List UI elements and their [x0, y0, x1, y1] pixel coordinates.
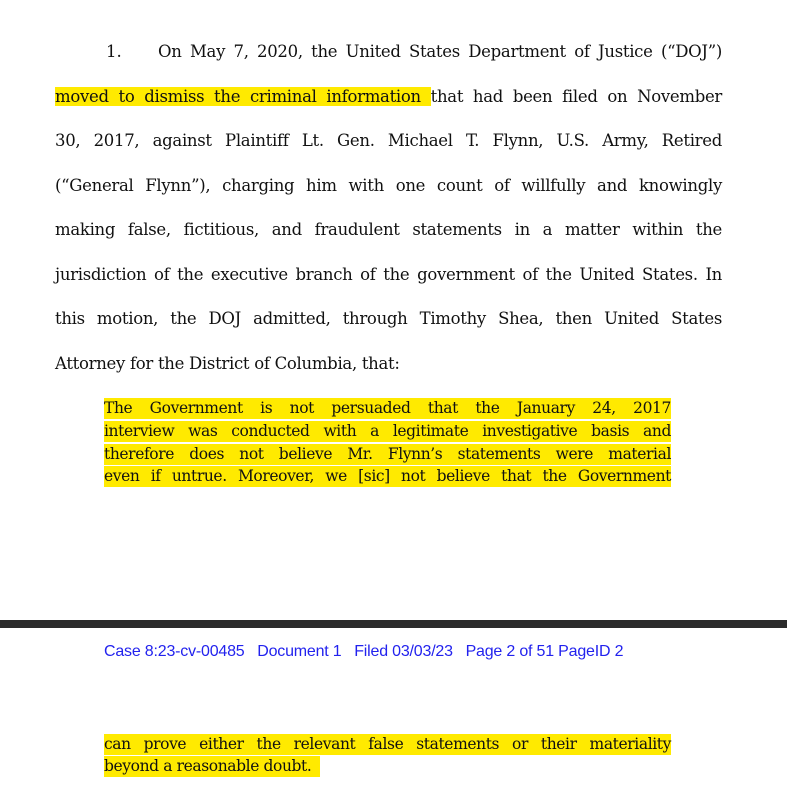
highlighted-text: moved to dismiss the criminal information [55, 87, 431, 106]
block-quote-line: therefore does not believe Mr. Flynn’s statements were material [104, 445, 671, 463]
paragraph-line: jurisdiction of the executive branch of the government of the United States. In [55, 265, 722, 284]
paragraph-line: this motion, the DOJ admitted, through Timothy Shea, then United States [55, 309, 722, 328]
paragraph-line: 30, 2017, against Plaintiff Lt. Gen. Michael T. Flynn, U.S. Army, Retired [55, 131, 722, 150]
block-quote-line: can prove either the relevant false statements or their materiality [104, 735, 671, 753]
block-quote-line: beyond a reasonable doubt. [104, 757, 321, 775]
block-quote-line: interview was conducted with a legitimate investigative basis and [104, 422, 671, 440]
paragraph-line [55, 86, 722, 108]
paragraph-line: making false, fictitious, and fraudulent statements in a matter within the [55, 220, 722, 239]
page-break-bar [0, 620, 787, 628]
page-header: Case 8:23-cv-00485 Document 1 Filed 03/03/23 Page 2 of 51 PageID 2 [104, 643, 624, 660]
block-quote-line: even if untrue. Moreover, we [sic] not believe that the Government [104, 467, 671, 485]
paragraph-text: that had been filed on November [430, 87, 723, 106]
paragraph-line: Attorney for the District of Columbia, that: [55, 354, 400, 373]
paragraph-line: On May 7, 2020, the United States Department of Justice (“DOJ”) [158, 42, 722, 61]
block-quote-line: The Government is not persuaded that the January 24, 2017 [104, 399, 671, 417]
paragraph-line: (“General Flynn”), charging him with one count of willfully and knowingly [55, 176, 722, 195]
paragraph-number: 1. [106, 42, 122, 61]
